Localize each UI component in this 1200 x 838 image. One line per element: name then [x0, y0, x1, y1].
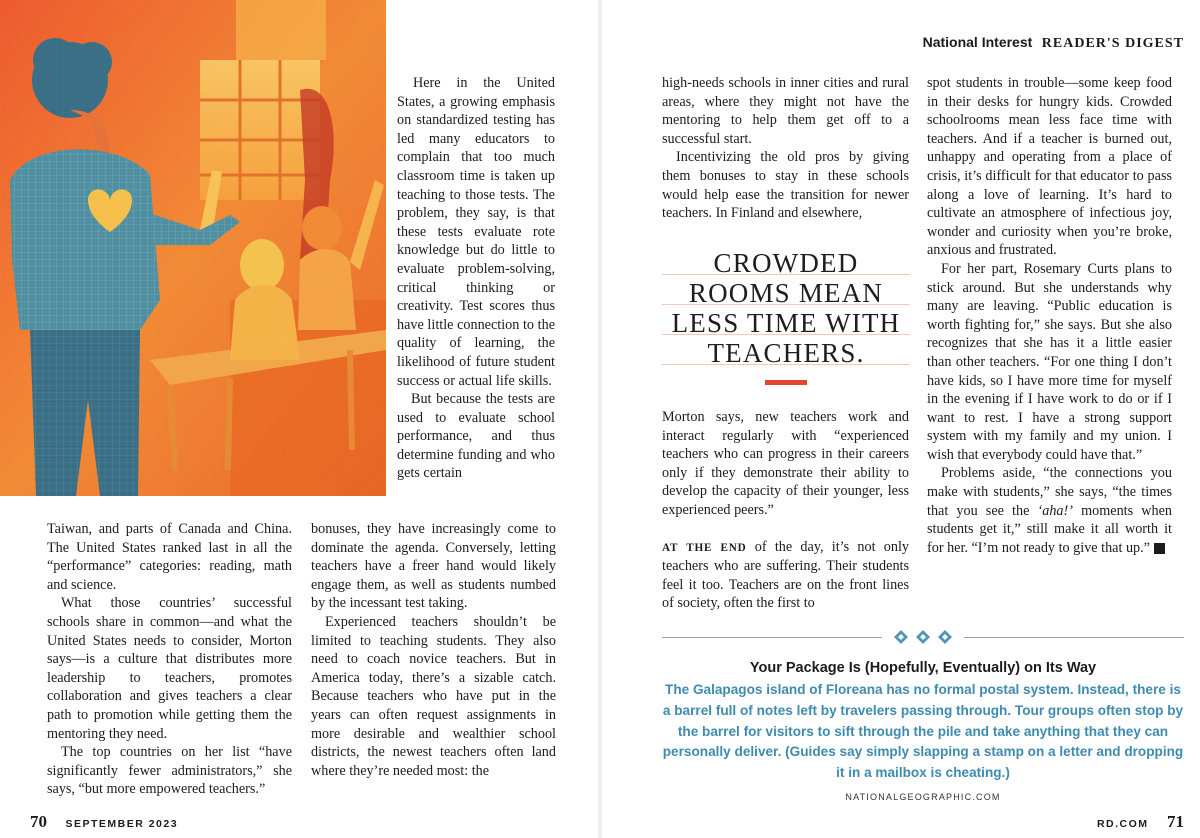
- paragraph: What those countries’ successful schools share in common—and what the United States needs to consider, Morton says—is a culture that distributes more leadership to teachers, promotes collaboration and gives teachers a clear path to promotion while getting them the mentoring they need.: [47, 595, 292, 742]
- paragraph: [927, 464, 1175, 557]
- article-column-1-upper: [397, 74, 555, 483]
- end-mark-icon: R: [1154, 543, 1165, 554]
- article-column-4: [927, 74, 1175, 557]
- paragraph: For her part, Rosemary Curts plans to stick around. But she understands why many are leaving. “Public education is worth fighting for,” she says. But she also recognizes that she has it a little easier than other teachers. “For one thing I don’t have kids, so I have more time for myself in the evening if I have work to do or if I want to rest. I have a strong support system with my family and my union. I wish that everybody could have that.”: [927, 260, 1172, 463]
- paragraph-text: moments when students get it,” still make it all worth it for her. “I’m not ready to give that up.”: [927, 502, 1172, 556]
- right-page: [600, 0, 1200, 838]
- paragraph: Incentivizing the old pros by giving them bonuses to stay in these schools would help ease the transition for newer teachers. In Finland and elsewhere,: [662, 149, 909, 222]
- right-folio: [1097, 812, 1184, 832]
- pull-quote: [662, 248, 910, 385]
- sidebar-divider: [662, 628, 1184, 646]
- article-column-3-upper: [662, 74, 909, 223]
- article-column-1: [47, 520, 292, 799]
- divider-line: [964, 637, 1184, 638]
- paragraph: spot students in trouble—some keep food in their desks for hungry kids. Crowded schoolrooms mean less face time with teachers. And if a teacher is burned out, unhappy and operating from a place of crisis, it’s difficult for that educator to pass along a love of learning. It’s hard to cultivate an atmosphere of infectious joy, wonder and curiosity when you’re broke, anxious and frustrated.: [927, 75, 1172, 259]
- paragraph: The top countries on her list “have significantly fewer administrators,” she says, “but more empowered teachers.”: [47, 744, 292, 798]
- paragraph: Taiwan, and parts of Canada and China. The United States ranked last in all the “performance” categories: reading, math and science.: [47, 521, 292, 593]
- paragraph: [662, 538, 909, 613]
- diamonds-icon: [890, 628, 956, 646]
- section-title: National Interest: [922, 34, 1033, 50]
- article-column-3-lower: [662, 408, 909, 613]
- page-number: 71: [1167, 812, 1184, 831]
- page-number: 70: [30, 812, 47, 831]
- magazine-title: READER'S DIGEST: [1041, 36, 1184, 51]
- pull-quote-text: CROWDED ROOMS MEAN LESS TIME WITH TEACHERS.: [662, 248, 910, 368]
- classroom-illustration: [0, 0, 386, 496]
- paragraph: But because the tests are used to evaluate school performance, and thus determine funding and who gets certain: [397, 391, 555, 482]
- running-header: [923, 34, 1184, 52]
- divider-line: [662, 637, 882, 638]
- emphasis: ‘aha!’: [1037, 502, 1073, 519]
- pull-quote-rule: [765, 380, 807, 385]
- lead-in: AT THE END: [662, 541, 747, 554]
- paragraph: Here in the United States, a growing emphasis on standardized testing has led many educators to complain that too much classroom time is taken up teaching to those tests. The problem, they say, is that these tests evaluate rote knowledge but do little to evaluate problem-solving, critical thinking or creativity. Test scores thus have little connection to the quality of learning, the likelihood of future student success or actual life skills.: [397, 75, 555, 389]
- website: RD.COM: [1096, 818, 1149, 830]
- sidebar-source: NATIONALGEOGRAPHIC.COM: [845, 791, 1001, 802]
- sidebar-title: Your Package Is (Hopefully, Eventually) on Its Way: [749, 660, 1097, 676]
- lead-paragraph-text: of the day, it’s not only teachers who are suffering. Their students feel it too. Teachers are on the front lines of society, often the first to: [662, 538, 909, 612]
- sidebar-box: [662, 660, 1184, 802]
- issue-date: SEPTEMBER 2023: [65, 818, 179, 830]
- left-folio: [30, 812, 178, 832]
- paragraph: Morton says, new teachers work and interact regularly with “experienced teachers who can progress in their careers only if they demonstrate their ability to develop the capacity of their younger, less experienced peers.”: [662, 409, 909, 518]
- paragraph: high-needs schools in inner cities and rural areas, where they might not have the mentoring to help them get off to a successful start.: [662, 75, 909, 147]
- paragraph: bonuses, they have increasingly come to dominate the agenda. Conversely, letting teachers have a freer hand would likely engage them, as well as students numbed by the incessant test taking.: [311, 521, 556, 612]
- paragraph: Experienced teachers shouldn’t be limited to teaching students. They also need to coach novice teachers. But in America today, there’s a sizable catch. Because teachers who have put in the years can often request assignments in more desirable and wealthier school districts, the newest teachers often land where they’re needed most: the: [311, 613, 556, 779]
- sidebar-body: The Galapagos island of Floreana has no formal postal system. Instead, there is a barrel full of notes left by travelers passing through. Tour groups often stop by the barrel for visitors to sift through the pile and take anything that they can personally deliver. (Guides say simply slapping a stamp on a letter and dropping it in a mailbox is cheating.): [662, 682, 1184, 781]
- paragraph-text: Problems aside, “the connections you make with students,” she says, “the times that you see the: [927, 465, 1172, 519]
- article-column-2: [311, 520, 556, 780]
- illustration-art: [0, 0, 386, 496]
